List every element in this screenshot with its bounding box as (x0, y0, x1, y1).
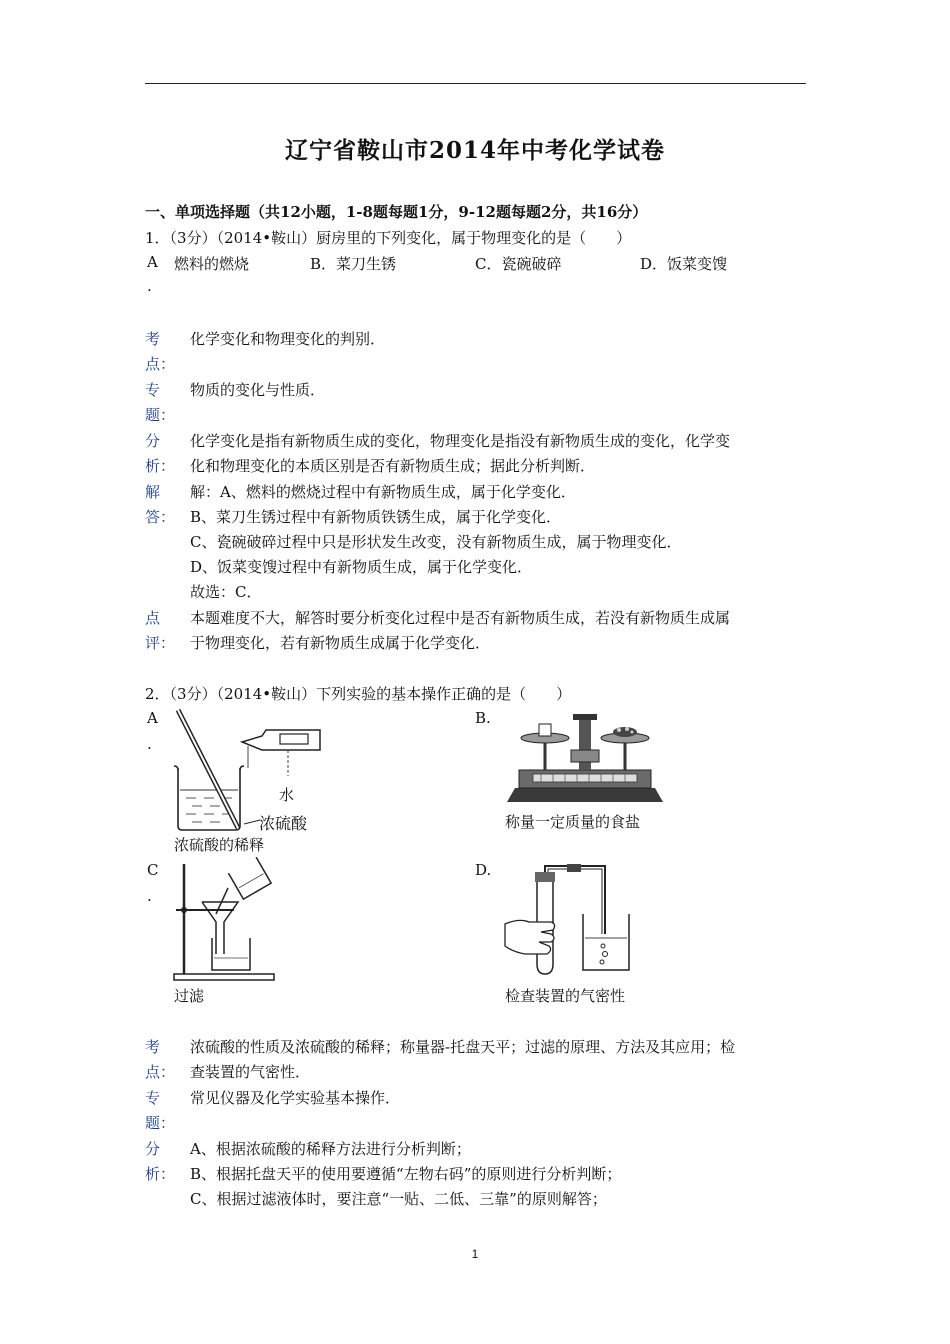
airtightness-figure (505, 864, 645, 978)
page-title: 辽宁省鞍山市2014年中考化学试卷 (284, 137, 665, 164)
q1-option-a: 燃料的燃烧 (174, 255, 250, 273)
q1-kaodian-text: 化学变化和物理变化的判别． (190, 330, 386, 348)
q2-option-d-letter: D. (475, 861, 492, 879)
q2-option-c-caption: 过滤 (174, 987, 205, 1005)
q2-option-b-caption: 称量一定质量的食盐 (505, 813, 641, 831)
dilution-water-label: 水 (279, 787, 295, 804)
q1-option-a-letter: A (147, 253, 158, 271)
q1-jieda-label: 解 答： (145, 483, 176, 526)
section-heading: 一、单项选择题（共12小题，1-8题每题1分，9-12题每题2分，共16分） (145, 203, 648, 221)
q2-fenxi-label: 分 析： (145, 1140, 176, 1183)
q1-dianping-text: 本题难度不大，解答时要分析变化过程中是否有新物质生成，若没有新物质生成属 于物理变化，若有新物质生成属于化学变化． (190, 609, 731, 652)
header-rule (145, 83, 806, 84)
q1-dianping-label: 点 评： (145, 609, 176, 652)
q1-fenxi-label: 分 析： (145, 432, 176, 475)
q2-option-a-letter: A (147, 709, 158, 727)
q2-option-c-dot: . (147, 887, 152, 905)
q2-option-a-dot: . (147, 735, 152, 753)
q2-option-c-letter: C (147, 861, 159, 879)
q2-kaodian-text: 浓硫酸的性质及浓硫酸的稀释；称量器-托盘天平；过滤的原理、方法及其应用；检 查装置的气密性． (190, 1038, 736, 1081)
q2-option-a-caption: 浓硫酸的稀释 (174, 836, 265, 854)
q2-kaodian-label: 考 点： (145, 1038, 176, 1081)
q2-fenxi-text: A、根据浓硫酸的稀释方法进行分析判断； B、根据托盘天平的使用要遵循“左物右码”的原则进行分析判断； C、根据过滤液体时，要注意“一贴、二低、三靠”的原则解答； (190, 1140, 622, 1208)
q1-option-a-dot: . (147, 277, 152, 295)
q1-jieda-text: 解：A、燃料的燃烧过程中有新物质生成，属于化学变化． B、菜刀生锈过程中有新物质铁锈生成，属于化学变化． C、瓷碗破碎过程中只是形状发生改变，没有新物质生成，属于物理变化． D、饭菜变馊过程中有新物质生成，属于化学变化． 故选：C． (190, 483, 682, 601)
q2-option-d-caption: 检查装置的气密性 (505, 987, 626, 1005)
page-number: 1 (471, 1247, 479, 1261)
balance-figure (505, 712, 665, 804)
q2-zhuanti-text: 常见仪器及化学实验基本操作． (190, 1089, 401, 1107)
question-1-stem: 1．（3分）（2014•鞍山）厨房里的下列变化，属于物理变化的是（ ） (145, 229, 632, 247)
filtration-figure (172, 858, 282, 982)
q1-option-b: B．菜刀生锈 (310, 255, 397, 273)
q1-option-c: C．瓷碗破碎 (475, 255, 562, 273)
q1-fenxi-text: 化学变化是指有新物质生成的变化，物理变化是指没有新物质生成的变化，化学变 化和物理变化的本质区别是否有新物质生成；据此分析判断． (190, 432, 731, 475)
q1-option-d: D．饭菜变馊 (640, 255, 728, 273)
question-2-stem: 2．（3分）（2014•鞍山）下列实验的基本操作正确的是（ ） (145, 685, 572, 703)
q2-option-b-letter: B. (475, 709, 491, 727)
q1-zhuanti-label: 专 题： (145, 381, 176, 424)
q2-zhuanti-label: 专 题： (145, 1089, 176, 1132)
q1-zhuanti-text: 物质的变化与性质． (190, 381, 326, 399)
q1-kaodian-label: 考 点： (145, 330, 176, 373)
dilution-acid-label: 浓硫酸 (259, 816, 308, 833)
